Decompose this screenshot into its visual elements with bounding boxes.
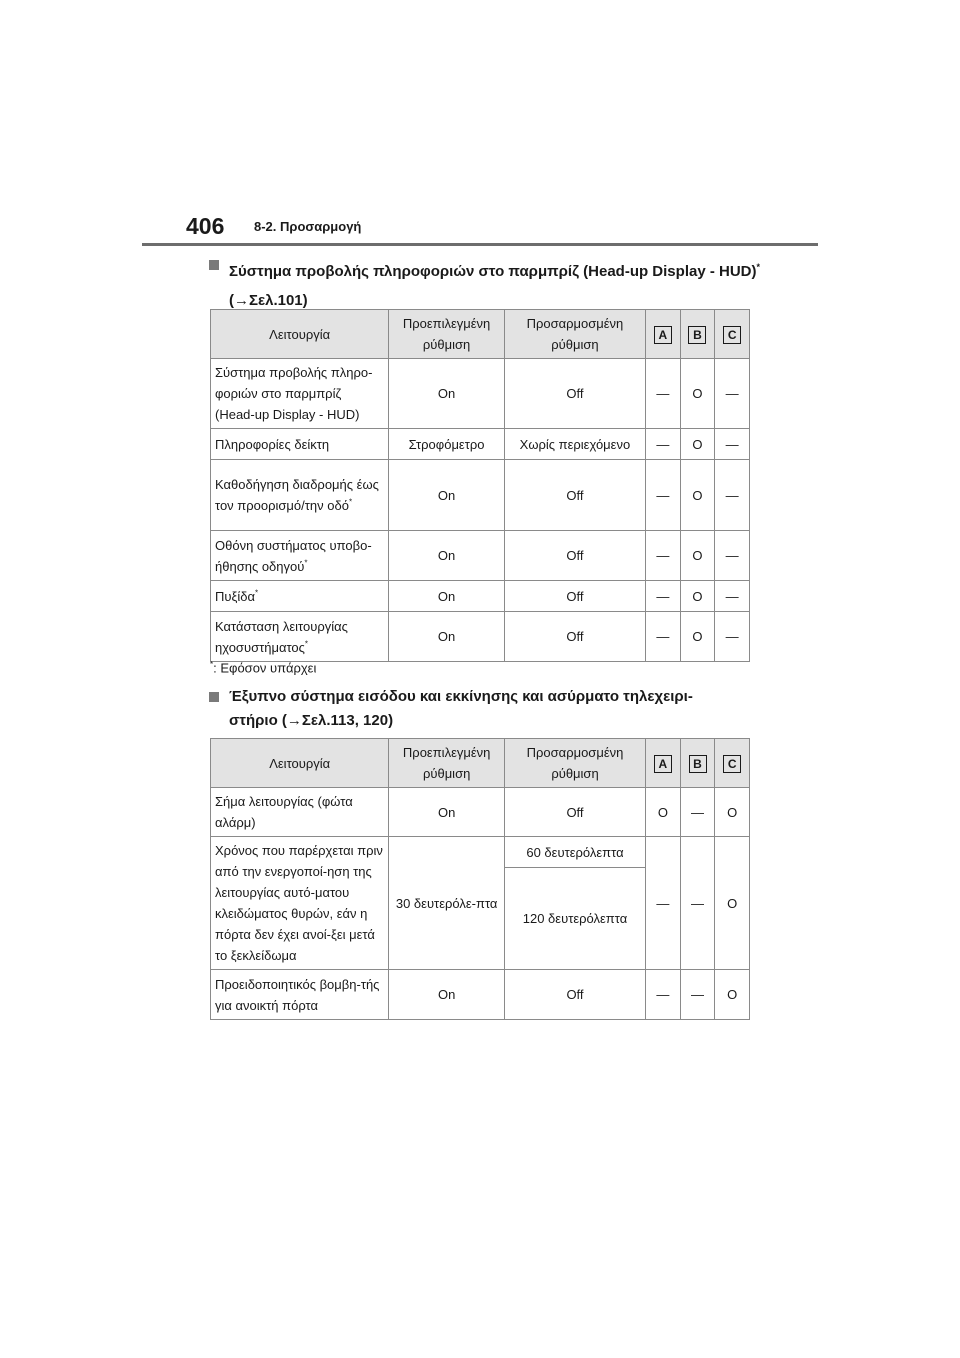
row-default: On [389, 460, 505, 531]
row-default: On [389, 531, 505, 581]
row-b: O [680, 460, 715, 531]
row-star: * [304, 639, 309, 649]
row-a: — [646, 837, 681, 970]
row-custom: Off [504, 359, 645, 429]
row-custom-option-1: 60 δευτερόλεπτα [504, 837, 645, 868]
table-row [211, 460, 750, 531]
row-default: On [389, 970, 505, 1020]
row-function [211, 581, 389, 612]
smart-entry-settings-table [210, 738, 750, 1020]
page-number: 406 [186, 213, 225, 239]
row-function [211, 531, 389, 581]
table-row [211, 788, 750, 837]
footnote-text: : Εφόσον υπάρχει [213, 660, 317, 676]
row-star: * [304, 558, 308, 568]
row-default: On [389, 788, 505, 837]
row-c: — [715, 612, 750, 662]
row-custom: Off [504, 460, 645, 531]
smart-entry-heading [209, 685, 769, 733]
row-a: O [646, 788, 681, 837]
row-custom: Off [504, 581, 645, 612]
row-b: O [680, 359, 715, 429]
col-function: Λειτουργία [211, 310, 389, 359]
row-default: Στροφόμετρο [389, 429, 505, 460]
table-row [211, 581, 750, 612]
row-c: — [715, 581, 750, 612]
row-c: — [715, 429, 750, 460]
col-a [646, 310, 681, 359]
col-code-a: A [654, 326, 672, 344]
table-row [211, 531, 750, 581]
row-a: — [646, 531, 681, 581]
hud-heading-star: * [756, 262, 761, 272]
row-a: — [646, 612, 681, 662]
row-a: — [646, 460, 681, 531]
row-c: — [715, 359, 750, 429]
header-rule [142, 243, 818, 246]
row-b: — [680, 788, 715, 837]
footnote [210, 660, 316, 675]
row-function [211, 612, 389, 662]
col-code-b: B [688, 326, 706, 344]
row-c: — [715, 531, 750, 581]
row-custom-option-2: 120 δευτερόλεπτα [504, 868, 645, 970]
col-code-a: A [654, 755, 672, 773]
row-c: O [715, 788, 750, 837]
hud-heading-ref: (→Σελ.101) [229, 292, 308, 309]
row-a: — [646, 359, 681, 429]
col-code-c: C [723, 755, 741, 773]
table-row [211, 612, 750, 662]
row-star: * [254, 588, 259, 598]
row-function: Σήμα λειτουργίας (φώτα αλάρμ) [211, 788, 389, 837]
row-function-text: Οθόνη συστήματος υποβο-ήθησης οδηγού [215, 537, 372, 574]
row-default: On [389, 612, 505, 662]
row-c: O [715, 970, 750, 1020]
row-default: 30 δευτερόλε-πτα [389, 837, 505, 970]
col-b [680, 310, 715, 359]
table-header-row [211, 310, 750, 359]
row-custom: Off [504, 612, 645, 662]
row-function: Χρόνος που παρέρχεται πριν από την ενεργοποί-ηση της λειτουργίας αυτό-ματου κλειδώματος θυρών, εάν η πόρτα δεν έχει ανοί-ξει μετά το ξεκλείδωμα [211, 837, 389, 970]
row-b: O [680, 429, 715, 460]
row-function [211, 460, 389, 531]
heading-bullet-icon [209, 692, 219, 702]
hud-heading [209, 253, 769, 315]
row-custom: Off [504, 970, 645, 1020]
row-custom: Off [504, 788, 645, 837]
row-b: O [680, 531, 715, 581]
table-row [211, 429, 750, 460]
row-custom: Off [504, 531, 645, 581]
row-custom: Χωρίς περιεχόμενο [504, 429, 645, 460]
row-b: O [680, 581, 715, 612]
row-function-text: Καθοδήγηση διαδρομής έως τον προορισμό/την οδό [215, 477, 379, 513]
row-function-text: Κατάσταση λειτουργίας ηχοσυστήματος [215, 618, 348, 655]
heading-bullet-icon [209, 260, 219, 270]
row-function-text: Πυξίδα [215, 588, 255, 604]
section-title: 8-2. Προσαρμογή [254, 219, 362, 234]
col-custom: Προσαρμοσμένη ρύθμιση [504, 310, 645, 359]
col-c [715, 739, 750, 788]
table-row [211, 837, 750, 868]
col-a [646, 739, 681, 788]
col-default: Προεπιλεγμένη ρύθμιση [389, 739, 505, 788]
row-function: Σύστημα προβολής πληρο-φοριών στο παρμπρίζ (Head-up Display - HUD) [211, 359, 389, 429]
row-default: On [389, 581, 505, 612]
row-function: Προειδοποιητικός βομβη-τής για ανοικτή πόρτα [211, 970, 389, 1020]
row-star: * [348, 497, 353, 507]
row-c: O [715, 837, 750, 970]
row-default: On [389, 359, 505, 429]
smart-entry-heading-line2: στήριο (→Σελ.113, 120) [229, 712, 394, 729]
smart-entry-heading-line1: Έξυπνο σύστημα εισόδου και εκκίνησης και ασύρματο τηλεχειρι- [229, 688, 693, 705]
row-b: — [680, 970, 715, 1020]
col-custom: Προσαρμοσμένη ρύθμιση [504, 739, 645, 788]
col-code-b: B [689, 755, 707, 773]
hud-settings-table [210, 309, 750, 662]
col-default: Προεπιλεγμένη ρύθμιση [389, 310, 505, 359]
table-row [211, 359, 750, 429]
row-a: — [646, 581, 681, 612]
row-b: O [680, 612, 715, 662]
row-a: — [646, 970, 681, 1020]
col-b [680, 739, 715, 788]
row-b: — [680, 837, 715, 970]
col-code-c: C [723, 326, 741, 344]
row-a: — [646, 429, 681, 460]
table-header-row [211, 739, 750, 788]
table-row [211, 970, 750, 1020]
col-function: Λειτουργία [211, 739, 389, 788]
row-c: — [715, 460, 750, 531]
row-function: Πληροφορίες δείκτη [211, 429, 389, 460]
hud-heading-title: Σύστημα προβολής πληροφοριών στο παρμπρίζ (Head-up Display - HUD) [229, 263, 757, 280]
footnote-mark: * [210, 660, 214, 669]
col-c [715, 310, 750, 359]
